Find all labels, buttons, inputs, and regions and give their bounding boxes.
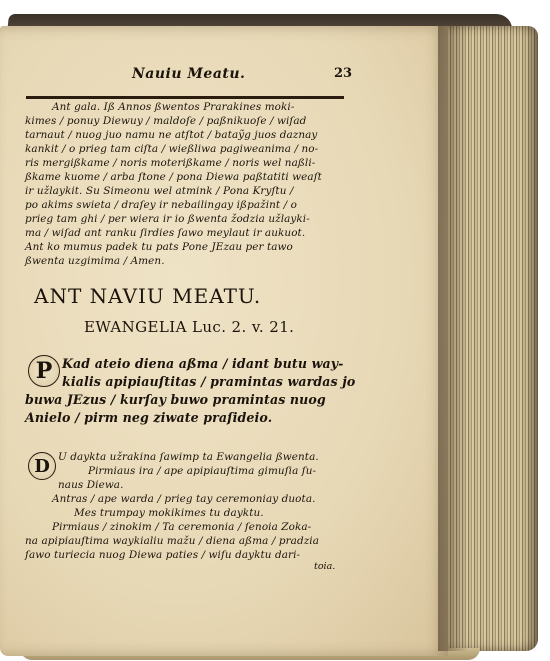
text-line: kialis apipiauſtitas / pramintas wardas jo <box>62 374 356 389</box>
text-line: U daykta užrakina ſawimp ta Ewangelia ßwenta. <box>58 451 319 463</box>
text-line: ma / wiſad ant ranku ſirdies ſawo meylaut ir aukuot. <box>25 227 306 239</box>
text-line: Mes trumpay mokikimes tu dayktu. <box>74 507 264 519</box>
text-line: ir užlaykit. Su Simeonu wel atmink / Pona Kryſtu / <box>25 185 294 197</box>
header-rule <box>26 96 344 99</box>
text-line: Ant ko mumus padek tu pats Pone JEzau per tawo <box>25 241 293 253</box>
text-line: Pirmiaus ira / ape apipiauſtima gimuſia ſu- <box>88 465 317 477</box>
text-line: po akims swieta / draſey ir nebailingay ißpažint / o <box>25 199 297 211</box>
page-header <box>22 66 442 90</box>
text-line: Ant gala. Iß Annos ßwentos Prarakines moki- <box>52 101 295 113</box>
gospel-reference: EWANGELIA Luc. 2. v. 21. <box>84 318 295 336</box>
text-line: ſawo turiecia nuog Diewa paties / wiſu dayktu dari- <box>25 549 301 561</box>
text-line: na apipiauſtima waykialiu mažu / diena aßma / pradzia <box>25 535 320 547</box>
text-line: Anielo / pirm neg ziwate praſideio. <box>25 410 273 425</box>
text-line: naus Diewa. <box>58 479 124 491</box>
text-line: kimes / ponuy Diewuy / maldoſe / paßnikuoſe / wiſad <box>25 115 307 127</box>
catchword: toia. <box>314 561 336 572</box>
text-line: Antras / ape warda / prieg tay ceremoniay duota. <box>52 493 316 505</box>
text-line: tarnaut / nuog juo namu ne atſtot / bataỹg juos daznay <box>25 129 318 141</box>
drop-cap: D <box>28 452 56 480</box>
drop-cap: P <box>28 355 60 387</box>
gutter-shadow <box>438 26 468 651</box>
page-number: 23 <box>334 66 353 81</box>
text-line: Kad ateio diena aßma / idant butu way- <box>62 356 344 371</box>
text-line: Pirmiaus / zinokim / Ta ceremonia / ſenoia Zoka- <box>52 521 312 533</box>
running-head: Nauiu Meatu. <box>132 66 246 82</box>
text-line: prieg tam ghi / per wiera ir io ßwenta žodzia užlayki- <box>25 213 310 225</box>
text-line: buwa JEzus / kurſay buwo pramintas nuog <box>25 392 326 407</box>
text-line: ßkame kuome / arba ſtone / pona Diewa paßtatiti weaſt <box>25 171 322 183</box>
text-line: ris mergißkame / noris moterißkame / noris wel naßli- <box>25 157 316 169</box>
section-title: ANT NAVIU MEATU. <box>34 284 262 308</box>
text-line: ßwenta uzgimima / Amen. <box>25 255 165 267</box>
text-line: kankit / o prieg tam ciſta / wießliwa pagiweanima / no- <box>25 143 319 155</box>
